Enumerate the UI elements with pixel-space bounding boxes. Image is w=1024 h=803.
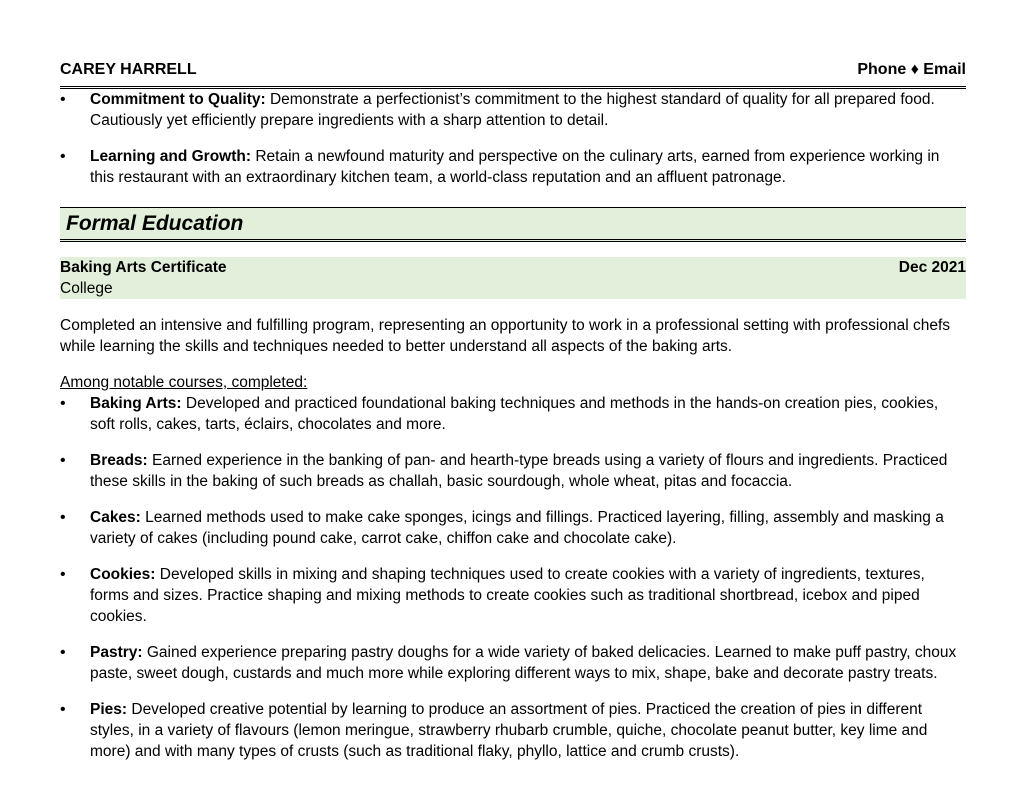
bullet-text: Gained experience preparing pastry doughs for a wide variety of baked delicacies. Learned to make puff pastry, choux paste, sweet dough, custards and much more while exploring different ways to mix, shape, bake and decorate pastry treats. bbox=[90, 644, 957, 682]
contact-info: Phone ♦ Email bbox=[857, 61, 966, 78]
section-title-education: Formal Education bbox=[60, 207, 966, 242]
bullet-lead: Baking Arts: bbox=[90, 395, 182, 412]
bullet-lead: Pies: bbox=[90, 701, 128, 718]
bullet-text: Developed and practiced foundational baking techniques and methods in the hands-on creation pies, cookies, soft rolls, cakes, tarts, éclairs, chocolates and more. bbox=[90, 395, 939, 433]
list-item bbox=[60, 146, 966, 188]
list-item bbox=[60, 89, 966, 131]
list-item bbox=[60, 699, 966, 762]
bullet-lead: Commitment to Quality: bbox=[90, 91, 266, 108]
degree-date: Dec 2021 bbox=[898, 259, 966, 276]
resume-header bbox=[60, 59, 966, 89]
bullet-text: Learned methods used to make cake sponges, icings and fillings. Practiced layering, filling, assembly and masking a variety of cakes (including pound cake, carrot cake, chiffon cake and chocolate cake). bbox=[90, 509, 944, 547]
candidate-name: CAREY HARRELL bbox=[60, 61, 197, 78]
degree-title: Baking Arts Certificate bbox=[60, 259, 227, 276]
bullet-lead: Breads: bbox=[90, 452, 148, 469]
bullet-lead: Cookies: bbox=[90, 566, 156, 583]
bullet-text: Demonstrate a perfectionist’s commitment to the highest standard of quality for all prepared food. Cautiously yet efficiently prepare ingredients with a sharp attention to detail. bbox=[90, 91, 935, 129]
list-item bbox=[60, 564, 966, 627]
education-entry-header bbox=[60, 257, 966, 278]
list-item bbox=[60, 393, 966, 435]
resume-page bbox=[60, 59, 966, 777]
list-item bbox=[60, 642, 966, 684]
program-description: Completed an intensive and fulfilling program, representing an opportunity to work in a professional setting with professional chefs while learning the skills and techniques needed to better understand all aspects of the baking arts. bbox=[60, 317, 951, 355]
bullet-lead: Learning and Growth: bbox=[90, 148, 252, 165]
bullet-text: Developed skills in mixing and shaping techniques used to create cookies with a variety of ingredients, textures, forms and sizes. Practice shaping and mixing methods to create cookies such as traditional shortbread, icebox and piped cookies. bbox=[90, 566, 925, 625]
institution-name: College bbox=[60, 280, 113, 297]
list-item bbox=[60, 507, 966, 549]
experience-bullet-list bbox=[60, 89, 966, 188]
course-bullet-list bbox=[60, 393, 966, 762]
bullet-text: Developed creative potential by learning to produce an assortment of pies. Practiced the creation of pies in different styles, in a variety of flavours (lemon meringue, strawberry rhubarb crumble, quiche, chocolate peanut butter, key lime and more) and with many types of crusts (such as traditional flaky, phyllo, lattice and crumb crusts). bbox=[90, 701, 928, 760]
bullet-text: Retain a newfound maturity and perspective on the culinary arts, earned from experience working in this restaurant with an extraordinary kitchen team, a world-class reputation and an affluent patronage. bbox=[90, 148, 940, 186]
bullet-lead: Cakes: bbox=[90, 509, 141, 526]
courses-heading: Among notable courses, completed: bbox=[60, 374, 308, 391]
bullet-text: Earned experience in the banking of pan- and hearth-type breads using a variety of flours and ingredients. Practiced these skills in the baking of such breads as challah, basic sourdough, whole wheat, pitas and focaccia. bbox=[90, 452, 948, 490]
list-item bbox=[60, 450, 966, 492]
bullet-lead: Pastry: bbox=[90, 644, 143, 661]
education-entry bbox=[60, 257, 966, 299]
